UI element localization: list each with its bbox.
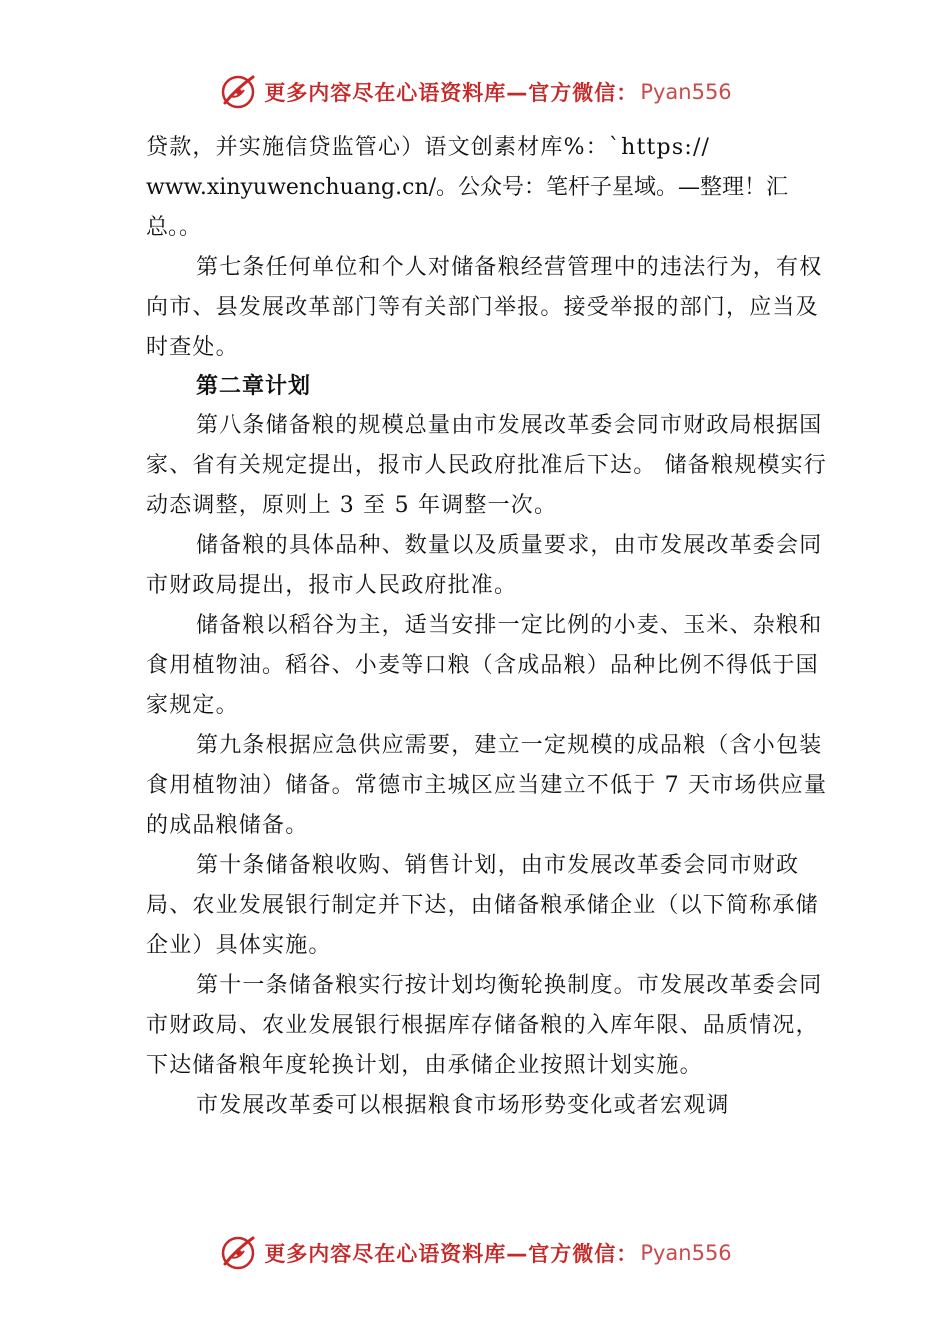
brush-logo-icon xyxy=(218,72,258,112)
paragraph: 第八条储备粮的规模总量由市发展改革委会同市财政局根据国家、省有关规定提出，报市人民政府批准后下达。 储备粮规模实行动态调整，原则上 3 至 5 年调整一次。 xyxy=(146,413,827,518)
paragraph: 市发展改革委可以根据粮食市场形势变化或者宏观调 xyxy=(196,1093,730,1118)
paragraph-line: www.xinyuwenchuang.cn/。公众号：笔杆子星域。—整理！汇总。。 xyxy=(146,175,789,240)
watermark-text: 更多内容尽在心语资料库—官方微信： xyxy=(264,1242,639,1266)
watermark-contact: Pyan556 xyxy=(640,1241,732,1265)
chapter-heading: 第二章计划 xyxy=(196,374,312,399)
paragraph: 第七条任何单位和个人对储备粮经营管理中的违法行为，有权向市、县发展改革部门等有关部门举报。接受举报的部门，应当及时查处。 xyxy=(146,255,823,360)
paragraph: 储备粮的具体品种、数量以及质量要求，由市发展改革委会同市财政局提出，报市人民政府批准。 xyxy=(146,533,823,598)
paragraph-line: 贷款，并实施信贷监管心）语文创素材库%：`https:// xyxy=(146,135,711,160)
paragraph: 第十一条储备粮实行按计划均衡轮换制度。市发展改革委会同市财政局、农业发展银行根据库存储备粮的入库年限、品质情况，下达储备粮年度轮换计划，由承储企业按照计划实施。 xyxy=(146,973,823,1078)
paragraph: 第十条储备粮收购、销售计划，由市发展改革委会同市财政局、农业发展银行制定并下达，由储备粮承储企业（以下简称承储企业）具体实施。 xyxy=(146,853,819,958)
header-watermark xyxy=(0,70,950,114)
paragraph: 第九条根据应急供应需要，建立一定规模的成品粮（含小包装食用植物油）储备。常德市主城区应当建立不低于 7 天市场供应量的成品粮储备。 xyxy=(146,733,828,838)
footer-watermark xyxy=(0,1231,950,1275)
paragraph xyxy=(146,128,836,248)
document-body xyxy=(146,128,836,1126)
watermark-text: 更多内容尽在心语资料库—官方微信： xyxy=(264,81,639,105)
paragraph: 储备粮以稻谷为主，适当安排一定比例的小麦、玉米、杂粮和食用植物油。稻谷、小麦等口粮（含成品粮）品种比例不得低于国家规定。 xyxy=(146,613,823,718)
watermark-contact: Pyan556 xyxy=(640,80,732,104)
brush-logo-icon xyxy=(218,1233,258,1273)
